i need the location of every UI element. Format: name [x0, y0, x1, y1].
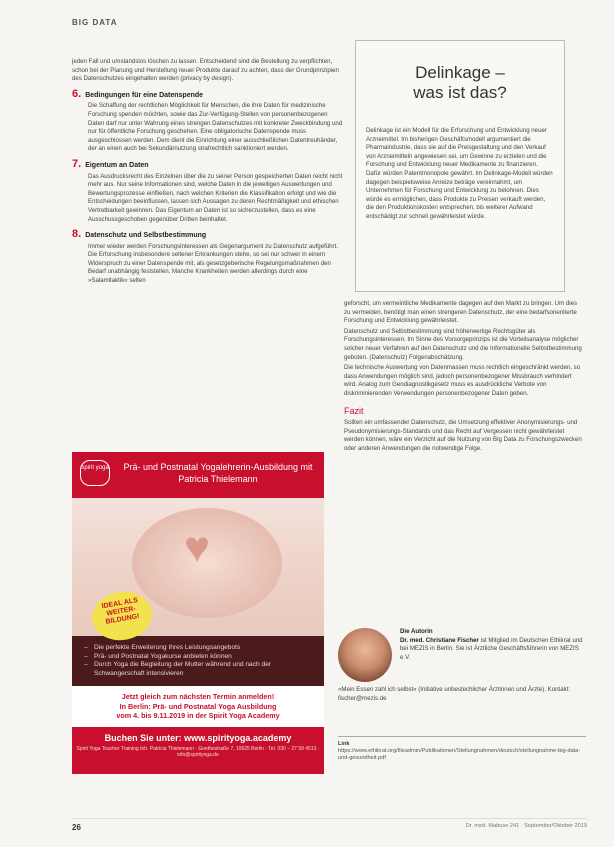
section-title: Eigentum an Daten [85, 161, 149, 169]
author-name: Dr. med. Christiane Fischer [400, 636, 479, 644]
reference-link[interactable]: https://www.ethikrat.org/fileadmin/Publikationen/Stellungnahmen/deutsch/stellungnahme-big-data-und-gesundheit.pdf [338, 748, 581, 762]
author-contact: »Mein Essen zahl ich selbst« (Initiative unbestechlicher Ärztinnen und Ärzte). Kontakt: fischer@mezis.de [338, 686, 571, 702]
page-footer [72, 818, 587, 832]
right-paragraph: Die technische Auswertung von Datenmassen muss rechtlich eingeschränkt werden, so dass Anwendungen möglich sind, jedoch personenbezogener Missbrauch verhindert wird. Analog zum Gendiagnostikgesetz muss es ausdrückliche Verbote von diskriminierenden Verwendungen personenbezogener Daten geben. [344, 364, 581, 397]
section-6 [72, 87, 344, 154]
section-header: BIG DATA [72, 18, 118, 27]
link-box [338, 736, 586, 763]
ad-badge: IDEAL ALS WEITER-BILDUNG! [88, 587, 155, 645]
footer-publication: Dr. med. Mabuse 241 · September/Oktober 2019 [465, 823, 587, 829]
ad-headline: Prä- und Postnatal Yogalehrerin-Ausbildung mit Patricia Thielemann [123, 462, 313, 484]
fazit-heading: Fazit [344, 405, 364, 416]
left-column [72, 58, 344, 288]
heart-hands-icon: ♥ [184, 523, 211, 572]
right-paragraph: Datenschutz und Selbstbestimmung sind höherwertige Rechtsgüter als Forschungsinteressen. Im Sinne des Vorsorgeprinzips ist die Vorteilsanalyse möglicher solcher neuer Verfahren auf den Datenschutz und die Informationelle Selbstbestimmung geboten. (Datenschutz) Folgenabschätzung. [344, 327, 582, 361]
section-number: 8. [72, 228, 82, 241]
intro-paragraph: jeden Fall und umstandslos löschen zu lassen. Entscheidend sind die Bestellung zu verpflichten, schon bei der Planung und Herstellung neuer Produkte darauf zu achten, dass der Grundprinzipien des Datenschutzes eingehalten werden (privacy by design). [72, 58, 339, 83]
ad-call-to-action: Jetzt gleich zum nächsten Termin anmelden! In Berlin: Prä- und Postnatal Yoga Ausbildung vom 4. bis 9.11.2019 in der Spirit Yoga Academy [72, 686, 324, 726]
section-body: Die Schaffung der rechtlichen Möglichkeit für Menschen, die ihre Daten für medizinische Forschung spenden möchten, sowie das Zur-Verfügung-Stellen von personenbezogenen Daten darf nur unter Wahrung eines strengen Datenschutzes mit konkreter Zweckbindung und nur für öffentliche Forschung geschehen. Eine obligatorische Datenspende muss ausgeschlossen werden. Dem dient die Einrichtung einer ausschließlichen Datentreuhänder, der an einen auch bei Sekundärnutzung strafrechtlich sanktioniert werden. [88, 102, 343, 153]
list-item: – Die perfekte Erweiterung Ihres Leistungsangebots [94, 644, 314, 653]
fazit-body: Sollten ein umfassender Datenschutz, die Umsetzung effektiver Anonymisierungs- und Pseudonymisierungs-Standards und das Recht auf Vergessen nicht gewährleistet werden können, wäre ein Verzicht auf die Nutzung von Big Data zu Forschungszwecken oder anderen Anwendungen die notwendige Folge. [344, 419, 582, 452]
delinkage-info-box [355, 40, 565, 292]
right-paragraph: geforscht, um vermeintliche Medikamente dagegen auf den Markt zu bringen. Um dies zu vermeiden, benötigt man einen strengeren Datenschutz, der eine bedarfsorientierte Forschung und Entwicklung gewährleistet. [344, 300, 578, 325]
page-number: 26 [72, 823, 81, 832]
ad-benefits-list [72, 636, 324, 686]
spirit-yoga-logo: spirit yoga [80, 460, 110, 486]
section-body: Das Ausdrucksrecht des Einzelnen über die zu seiner Person gespeicherten Daten reicht nicht mehr aus. Nur seine Informationen sind, welche Daten in die jeweiligen Auswertungen und Bewertungsprozesse einfließen, nach welchen Kriterien die Klassifikation erfolgt und wie die Entscheidungen beeinflussen, lassen sich Aussagen zu deren Rechtmäßigkeit und ethischen Vertretbarkeit gewinnen. Das Eigentum an Daten ist so sicherzustellen, dass es eine Ausschussgeschoben gegenüber Dritten beinhaltet. [88, 172, 343, 223]
author-box [338, 628, 586, 718]
info-box-title: Delinkage – was ist das? [413, 63, 507, 102]
right-column [344, 300, 584, 456]
author-portrait [338, 628, 392, 682]
section-number: 6. [72, 87, 82, 100]
section-title: Bedingungen für eine Datenspende [85, 91, 204, 99]
author-bio: ist Mitglied im Deutschen Ethikrat und bei MEZIS in Berlin. Sie ist Ärztliche Geschäftsführerin von MEZIS e.V. [400, 636, 583, 661]
section-number: 7. [72, 157, 82, 170]
section-7 [72, 157, 344, 224]
info-box-body: Delinkage ist ein Modell für die Erforschung und Entwicklung neuer Arzneimittel. Im bisherigen Geschäftsmodell argumentiert die Pharmaindustrie, dass sie auf die Preisgestaltung und den Verkauf von Arzneimitteln angewiesen sei, um Gewinne zu erzielen und die Forschung und Entwicklung neuer Medikamente zu finanzieren. Dafür würden Patentmonopole gewährt. Im Delinkage-Modell würden dagegen beispielsweise Anreize beträge vereinnahmt, um Unternehmen für Forschung und Entwicklung zu belohnen. Dies würde es ermöglichen, dass Produkte zu Preisen verkauft werden, die den Produktionskosten entsprechen, bis weiterer Aufwand entschädigt zur schnell gewährleistet würde. [366, 127, 553, 220]
author-heading: Die Autorin [400, 628, 433, 635]
section-title: Datenschutz und Selbstbestimmung [85, 232, 207, 240]
link-heading: Link [338, 741, 350, 747]
pregnant-belly-photo [72, 498, 324, 636]
ad-address: Spirit Yoga Teacher Training Inh. Patricia Thielemann · Goethestraße 7, 10625 Berlin · Tel. 030 – 27 59 4513 · info@spirityoga.de [76, 745, 320, 759]
yoga-advertisement[interactable] [72, 452, 324, 774]
ad-booking-link[interactable]: Buchen Sie unter: www.spirityoga.academy [104, 732, 292, 743]
section-body: Immer wieder werden Forschungsinteressen als Gegenargument zu Datenschutz aufgeführt. Die Erforschung insbesondere seltener Erkrankungen stehe, so sei nur schwer in einem Widerspruch zu einer Datenspende mit, als gesetzgeberische Regelungsmaßnahmen den Bedarf unabhängig feststellen. Manche Krankheiten werden allerdings durch eine »Salamitaktik« selten [88, 242, 338, 285]
list-item: – Prä- und Postnatal Yogakurse anbieten können [94, 653, 314, 662]
list-item: – Durch Yoga die Begleitung der Mutter während und nach der Schwangerschaft intensivieren [94, 661, 314, 678]
section-8 [72, 230, 344, 286]
